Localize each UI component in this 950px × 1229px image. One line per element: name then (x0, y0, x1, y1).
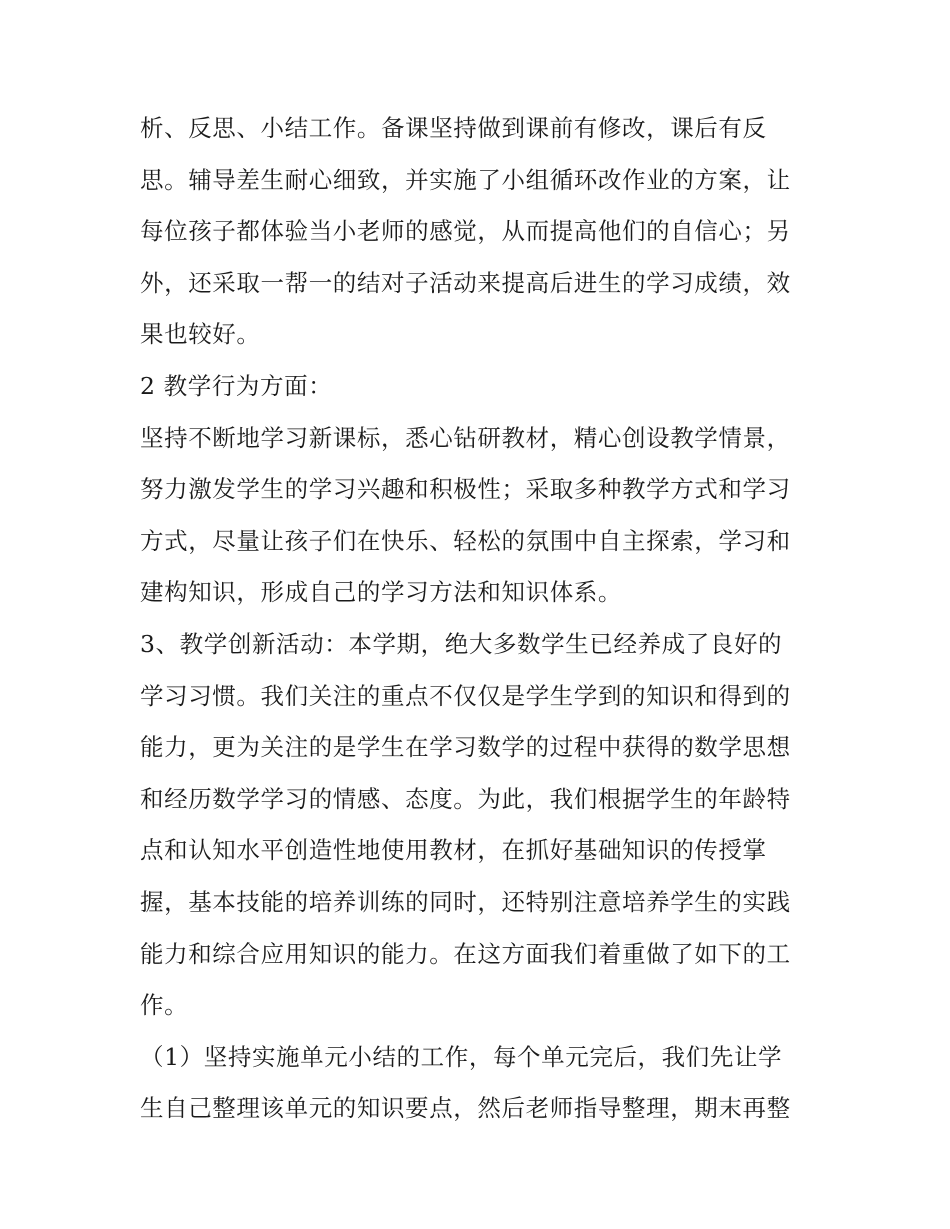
text-line: 握，基本技能的培养训练的同时，还特别注意培养学生的实践 (140, 887, 791, 916)
text-line: 建构知识，形成自己的学习方法和知识体系。 (140, 578, 622, 607)
text-line: 点和认知水平创造性地使用教材，在抓好基础知识的传授掌 (140, 836, 767, 865)
text-line: 能力，更为关注的是学生在学习数学的过程中获得的数学思想 (140, 733, 791, 762)
text-line: 方式，尽量让孩子们在快乐、轻松的氛围中自主探索，学习和 (140, 526, 791, 555)
text-line: 思。辅导差生耐心细致，并实施了小组循环改作业的方案，让 (140, 165, 791, 194)
text-line: 析、反思、小结工作。备课坚持做到课前有修改，课后有反 (140, 114, 767, 142)
text-line: 和经历数学学习的情感、态度。为此，我们根据学生的年龄特 (140, 784, 791, 813)
text-line: 学习习惯。我们关注的重点不仅仅是学生学到的知识和得到的 (140, 681, 791, 710)
text-line: 坚持不断地学习新课标，悉心钻研教材，精心创设教学情景， (140, 423, 791, 452)
body-text (140, 103, 820, 1135)
text-line: 果也较好。 (140, 320, 261, 349)
text-line: 努力激发学生的学习兴趣和积极性；采取多种教学方式和学习 (140, 475, 791, 504)
section-heading: 2 教学行为方面： (140, 371, 333, 400)
text-line: 作。 (140, 991, 189, 1020)
text-line: （1）坚持实施单元小结的工作，每个单元完后，我们先让学 (140, 1042, 783, 1071)
text-line: 生自己整理该单元的知识要点，然后老师指导整理，期末再整 (140, 1094, 791, 1123)
text-line: 外，还采取一帮一的结对子活动来提高后进生的学习成绩，效 (140, 268, 791, 297)
text-line: 能力和综合应用知识的能力。在这方面我们着重做了如下的工 (140, 939, 791, 968)
text-line: 3、教学创新活动：本学期，绝大多数学生已经养成了良好的 (140, 629, 783, 658)
text-line: 每位孩子都体验当小老师的感觉，从而提高他们的自信心；另 (140, 217, 791, 246)
